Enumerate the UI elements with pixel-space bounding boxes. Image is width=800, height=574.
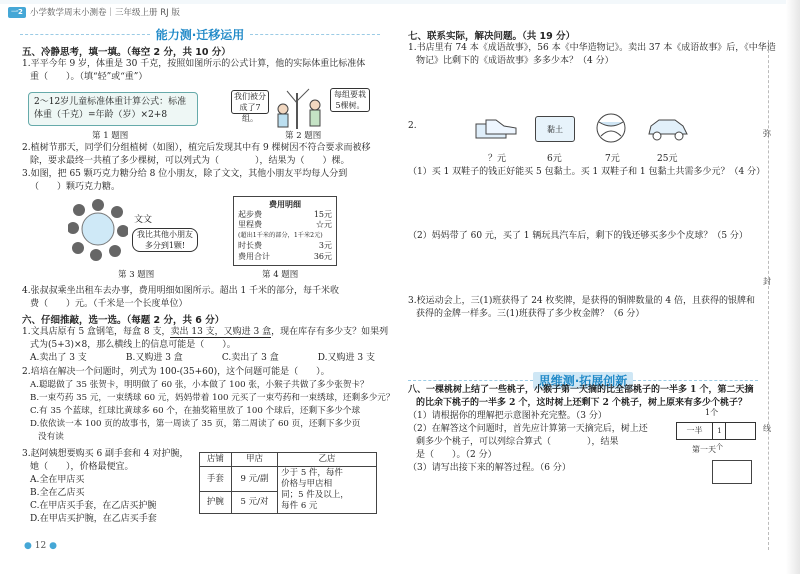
store-header-jia: 甲店 (231, 453, 277, 467)
clay-price: 6元 (547, 154, 562, 164)
formula-box (28, 92, 198, 126)
q6-1-end: ，现在库存有多少支？如果列 (271, 327, 389, 337)
section-7-heading: 七、联系实际，解决问题。（共 19 分） (408, 31, 576, 42)
q2-text-line1: 2.植树节那天，同学们分组植树（如图），植完后发现其中有 9 棵树因不符合要求而被移 (22, 143, 371, 153)
q8-2-line3: 是（ ）。（2 分） (416, 450, 497, 460)
seal-label-1: 弥 (763, 129, 771, 138)
bubble1-line1: 我们被分 (234, 92, 266, 101)
fee-row (238, 210, 332, 221)
q6-1-underlined: 卖出 13 支，又购进 3 盒 (170, 327, 272, 337)
q6-2-option-b: B.一束芍药 35 元，一束绣球 60 元，妈妈带着 100 元买了一束芍药和一束绣球，还剩多少元？ (30, 393, 395, 403)
wenwen-speech-line1: 我比其他小朋友 (137, 230, 193, 239)
fee-detail-receipt (233, 196, 337, 266)
store-header-shop: 店铺 (200, 453, 232, 467)
speech-bubble-7-groups (231, 90, 269, 123)
store-table-header (200, 453, 377, 467)
formula-line2: 体重（千克）=年龄（岁）×2+8 (34, 109, 168, 120)
q6-1-option-a: A.卖出了 3 支 (30, 353, 87, 363)
wenwen-speech-bubble (132, 228, 198, 252)
q6-1-option-c: C.卖出了 3 盒 (221, 353, 279, 363)
sec8-line2 (416, 397, 747, 410)
page-gutter (786, 0, 800, 574)
q3-text-line2: （ ）颗巧克力糖。 (30, 182, 121, 192)
diagram-one-segment: 1个 (714, 423, 726, 439)
q6-1-option-d: D.又购进 3 支 (317, 353, 375, 363)
store-gloves-label: 手套 (200, 467, 232, 492)
seal-label-3: 线 (763, 424, 771, 433)
q6-1-start: 1.文具店原有 5 盒钢笔，每盒 8 支， (22, 327, 171, 337)
sec8-line1 (408, 384, 754, 397)
store-gloves-jia-price: 9 元/副 (231, 467, 277, 492)
q6-3-option-b: B.全在乙店买 (30, 488, 85, 498)
wenwen-speech-line2: 多分到1颗! (144, 241, 186, 250)
fee-row-key: (超出1千米的部分，1千米2元) (238, 231, 323, 239)
q6-3-option-c: C.在甲店买手套，在乙店买护腕 (30, 501, 157, 511)
store-price-table (199, 452, 377, 514)
q7-2-2-text: （2）妈妈带了 60 元，买了 1 辆玩具汽车后，剩下的钱还够买多少个皮球？（5 分） (408, 231, 748, 241)
section-title-ability (20, 24, 380, 44)
formula-line1: 2～12岁儿童标准体重计算公式：标准 (34, 97, 187, 107)
q4-text-line2: 费（ ）元。（千米是一个长度单位） (30, 299, 188, 309)
q6-1-line1 (22, 326, 388, 339)
q7-1-line2: 物记》比剩下的《成语故事》多多少本？（4 分） (416, 56, 614, 66)
bubble2-line1: 每组要栽 (334, 90, 366, 99)
q1-text-line1: 1.平平今年 9 岁，体重是 30 千克，按照如图所示的公式计算，他的实际体重比标准体 (22, 59, 366, 69)
fee-row-key: 时长费 (238, 241, 262, 250)
seal-label-2: 封 (763, 277, 771, 286)
bubble2-line2: 5棵树。 (335, 101, 365, 110)
fee-row-key: 起步费 (238, 209, 262, 219)
diagram-half-segment: 一半 (677, 423, 713, 439)
fig3-name-wenwen: 文文 (134, 215, 153, 225)
section-title2-text: 思维测·拓展创新 (533, 372, 634, 389)
q1-text-line2: 重（ ）。（填“轻”或“重”） (30, 72, 148, 82)
q4-text-line1: 4.张叔叔乘坐出租车去办事，费用明细如图所示。超出 1 千米的部分，每千米收 (22, 286, 340, 296)
q8-3-text: （3）请写出接下来的解答过程。（6 分） (408, 463, 571, 473)
store-header-yi: 乙店 (278, 453, 377, 467)
sec8-line2-text: 的比余下桃子的一半多 2 个，这时树上还剩下 2 个桃子，树上原来有多少个桃子？ (416, 398, 748, 408)
q6-3-line2: 她（ ），价格最便宜。 (30, 462, 134, 472)
q6-2-text: 2.培培在解决一个问题时，列式为 100-(35+60)，这个问题可能是（ ）。 (22, 367, 330, 377)
fee-row-value: 3元 (318, 241, 332, 250)
header-title: 小学数学周末小测卷｜三年级上册 RJ 版 (30, 8, 180, 18)
fee-title: 费用明细 (269, 199, 301, 209)
q6-2-option-a: A.聪聪做了 35 张贺卡，明明做了 60 张，小本做了 100 张，小猴子共做了多少张贺卡？ (30, 380, 369, 390)
children-circle-figure (68, 196, 128, 262)
section-title-text: 能力测·迁移运用 (155, 27, 245, 42)
fee-row-key: 里程费 (238, 220, 262, 229)
car-price: 25元 (657, 154, 678, 164)
ball-icon (595, 112, 627, 144)
q7-2-label: 2. (408, 121, 417, 131)
diagram-one-top: 1个 (705, 408, 719, 417)
q7-3-line1: 3.校运动会上，三(1)班获得了 24 枚奖牌，是获得的铜牌数量的 4 倍，且获得的银牌和 (408, 296, 755, 306)
q6-1-options (30, 352, 375, 365)
diagram-day1-label: 第一天 (692, 445, 716, 454)
section-5-heading: 五、冷静思考，填一填。（每空 2 分，共 10 分） (22, 47, 231, 58)
series-logo: 一2 (8, 7, 26, 18)
q6-2-option-d: D.依依读一本 100 页的故事书，第一周读了 35 页，第二周读了 60 页，还剩下多少页 (30, 419, 361, 429)
q6-1-option-b: B.又购进 3 盒 (125, 353, 183, 363)
bubble1-line2: 成了7组。 (239, 103, 261, 123)
q6-2-option-c: C.有 35 个蓝球，红球比黄球多 60 个，在抽奖箱里放了 100 个球后，还剩下多少个球 (30, 406, 361, 416)
children-circle-illustration (68, 196, 128, 262)
fee-row (238, 252, 332, 263)
q6-3-option-d: D.在甲店买护腕，在乙店买手套 (30, 514, 157, 524)
header-bar (0, 0, 800, 4)
fee-row-value: ☆元 (316, 220, 332, 229)
diagram-remaining-box (712, 460, 752, 484)
toy-car-icon (645, 114, 689, 144)
fig3-caption: 第 3 题图 (118, 270, 155, 280)
store-yi-pricing (278, 467, 377, 514)
fee-row-value: 15元 (313, 209, 332, 219)
section-6-heading: 六、仔细推敲，选一选。（每题 2 分，共 6 分） (22, 315, 225, 326)
fee-rows (238, 210, 332, 263)
yi-line4: 每件 6 元 (281, 501, 318, 511)
clay-package-icon: 黏土 (535, 116, 575, 142)
speech-bubble-5-trees (330, 88, 370, 112)
fee-row (238, 241, 332, 252)
fig4-caption: 第 4 题图 (262, 270, 299, 280)
fig1-caption: 第 1 题图 (92, 131, 129, 141)
fig2-caption: 第 2 题图 (285, 131, 322, 141)
fee-row-value: 36元 (313, 251, 332, 261)
sec8-line1-text: 八、一棵桃树上结了一些桃子，小猴子第一天摘的比全部桃子的一半多 1 个，第二天摘 (408, 385, 754, 395)
q6-1-line2: 式为(5+3)×8，那么横线上的信息可能是（ ）。 (30, 340, 236, 350)
shoes-price: ？元 (488, 154, 507, 164)
store-wristband-jia-price: 5 元/对 (231, 492, 277, 514)
store-wristband-label: 护腕 (200, 492, 232, 514)
store-row-gloves (200, 467, 377, 492)
q7-2-1-text: （1）买 1 双鞋子的钱正好能买 5 包黏土。买 1 双鞋子和 1 包黏土共需多少元？（4 分） (408, 167, 766, 177)
q8-2-line2: 剩多少个桃子，可以列综合算式（ ），结果 (416, 437, 619, 447)
q6-3-option-a: A.全在甲店买 (30, 475, 85, 485)
q6-2-option-d-cont: 没有读 (38, 432, 64, 442)
page-number: ● 12 ● (24, 541, 57, 551)
yi-line3: 同；5 件及以上， (281, 490, 349, 500)
ball-price: 7元 (605, 154, 620, 164)
q6-3-line1: 3.赵阿姨想要购买 6 副手套和 4 对护腕， (22, 449, 189, 459)
yi-line2: 价格与甲店相 (281, 479, 333, 489)
q3-text-line1: 3.如图，把 65 颗巧克力糖分给 8 位小朋友，除了文文，其他小朋友平均每人分到 (22, 169, 348, 179)
seal-line (768, 40, 769, 550)
q8-2-line1: （2）在解答这个问题时，首先应计算第一天摘完后，树上还 (408, 424, 648, 434)
fee-row-key: 费用合计 (238, 251, 270, 261)
q7-1-line1: 1.书店里有 74 本《成语故事》，56 本《中华造物记》。卖出 37 本《成语故事》后，《中华造 (408, 43, 776, 53)
yi-line1: 少于 5 件，每件 (281, 468, 343, 478)
q8-1-text: （1）请根据你的理解把示意图补充完整。（3 分） (408, 411, 607, 421)
q2-text-line2: 除，要求最终一共植了多少棵树，可以列式为（ ），结果为（ ）棵。 (30, 156, 350, 166)
q7-3-line2: 获得的金牌一样多。三(1)班获得了多少枚金牌？（6 分） (416, 309, 645, 319)
page-number-text: 12 (34, 541, 47, 551)
shoes-icon (472, 112, 520, 144)
fee-row (238, 231, 332, 242)
fee-row (238, 220, 332, 231)
